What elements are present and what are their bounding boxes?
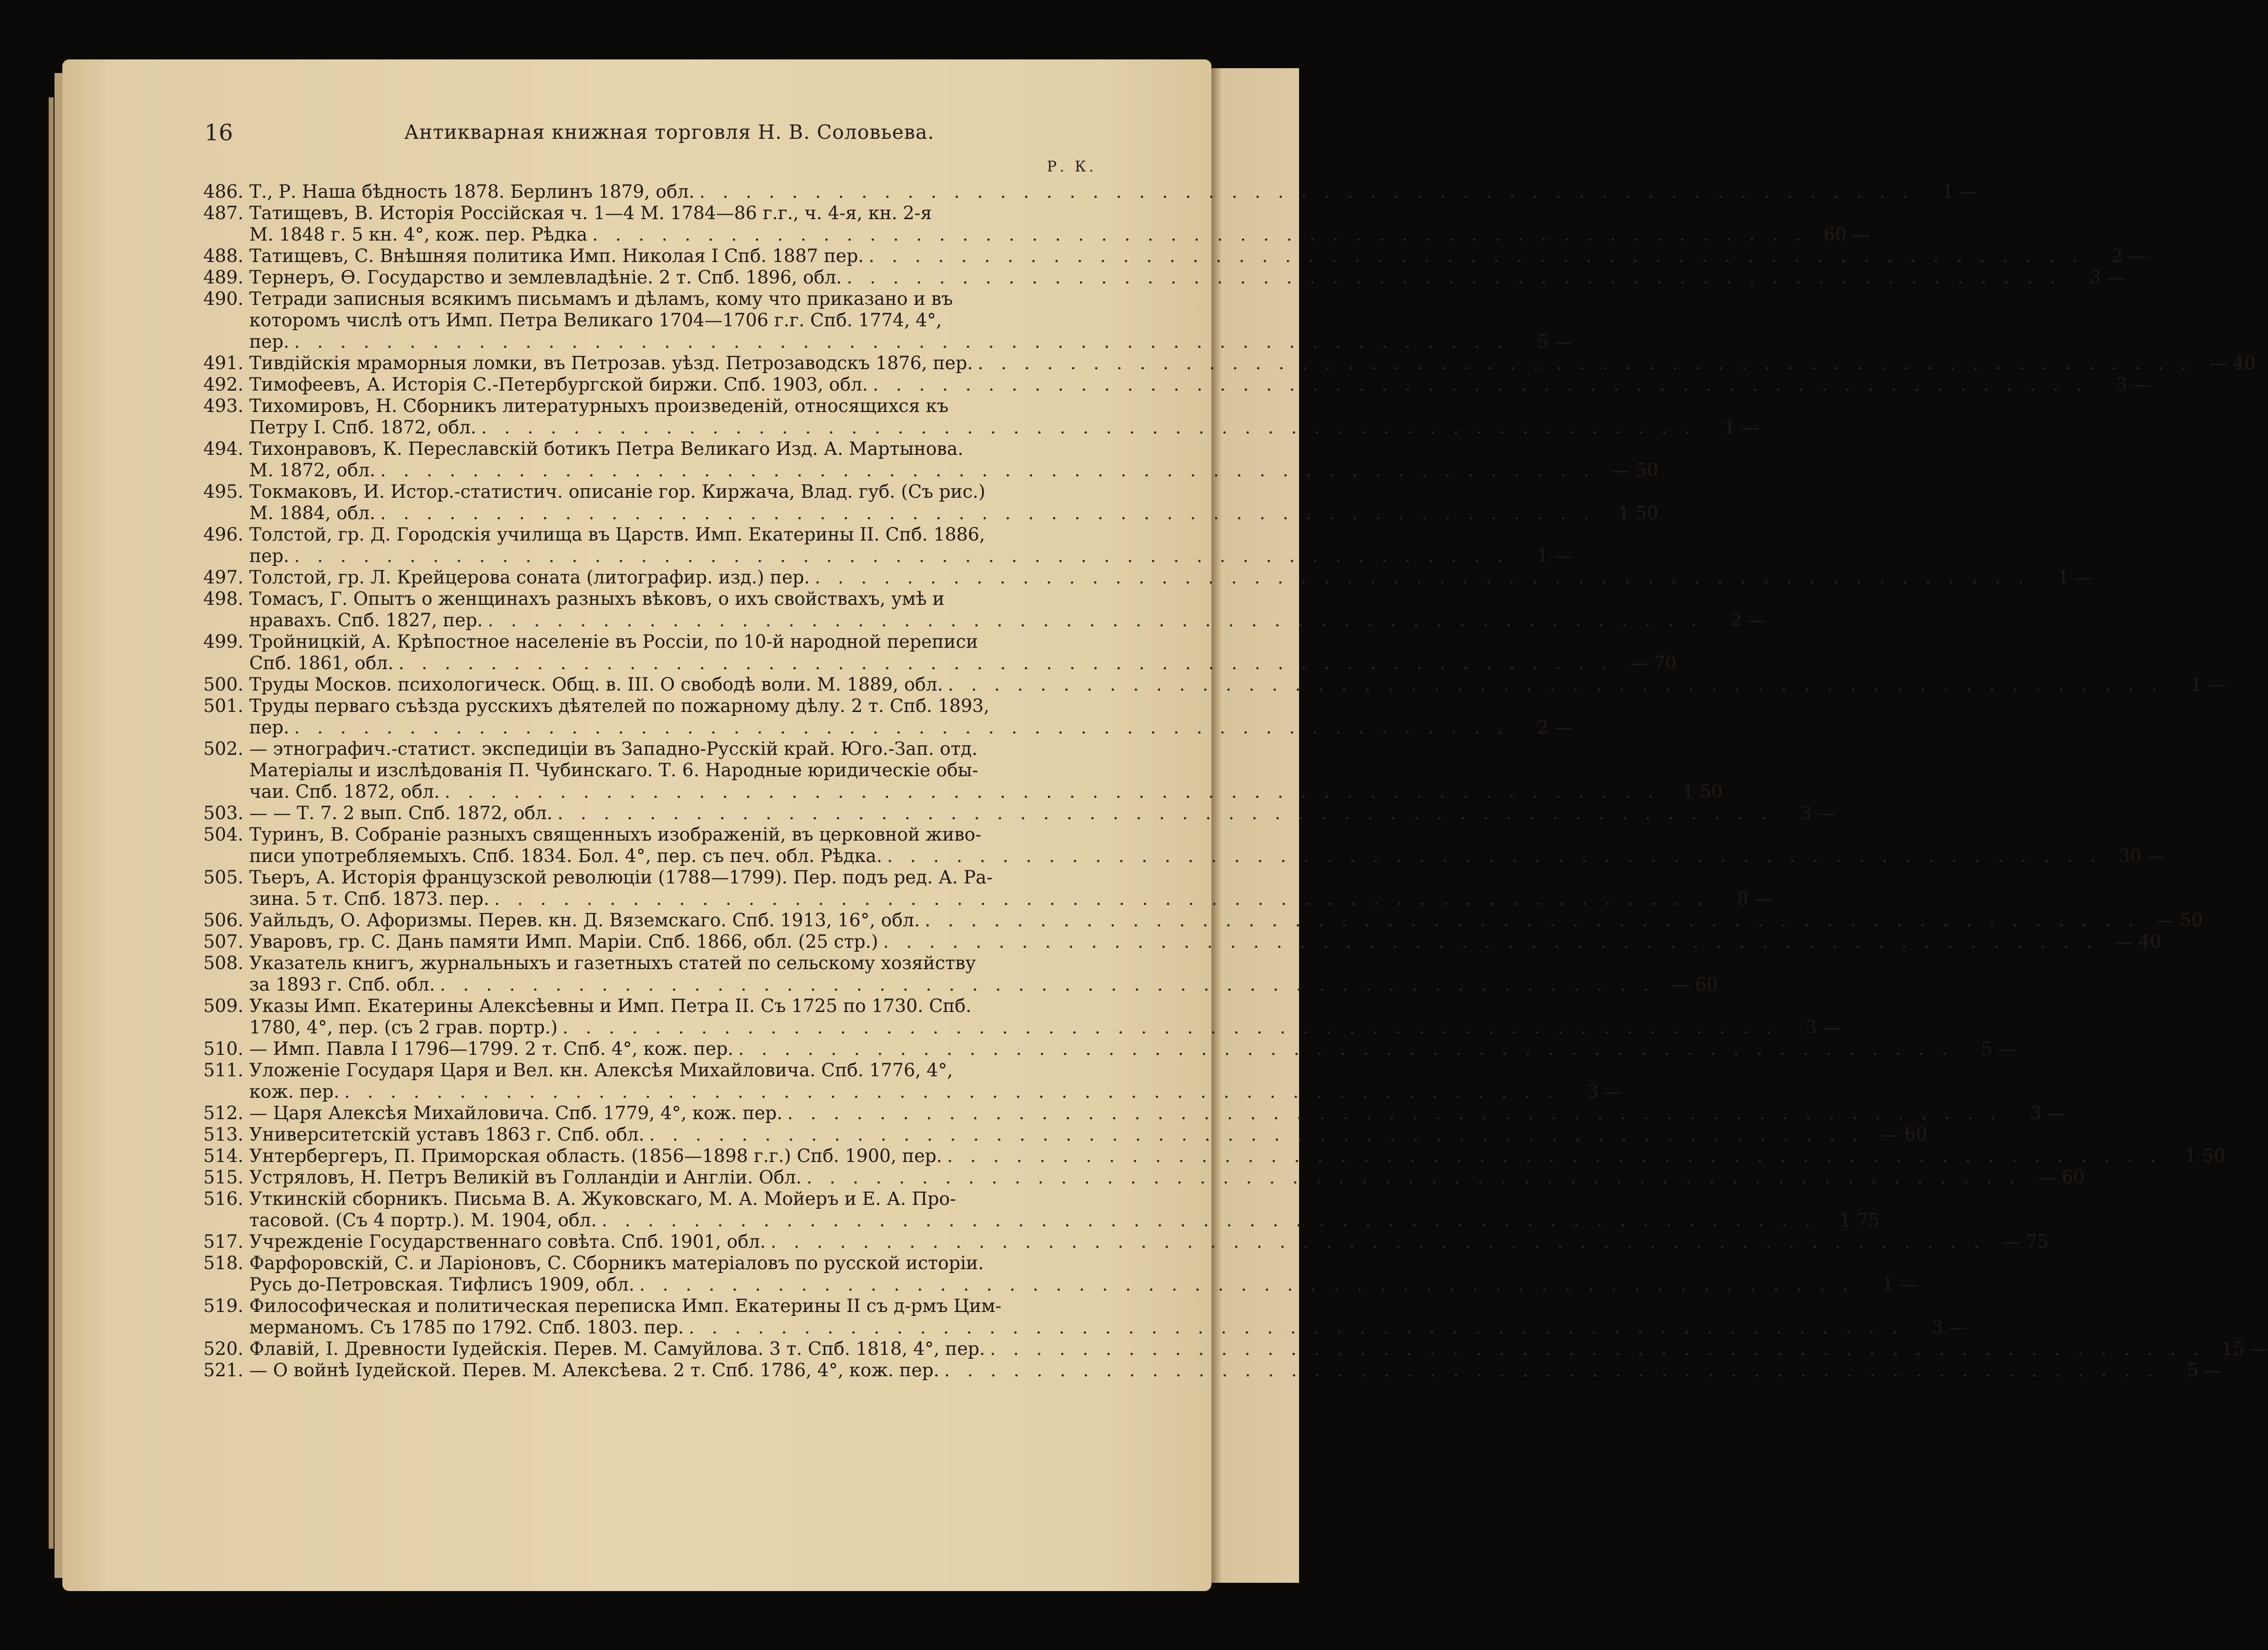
entry-text: Т., Р. Наша бѣдность 1878. Берлинъ 1879, обл. bbox=[249, 181, 695, 202]
entry-line bbox=[249, 310, 1572, 331]
entry-body bbox=[249, 1103, 2065, 1124]
catalog-entry bbox=[201, 1060, 1622, 1103]
entry-price: — 40 bbox=[2209, 353, 2256, 374]
entry-text: писи употребляемыхъ. Спб. 1834. Бол. 4°, пер. съ печ. обл. Рѣдка. bbox=[249, 845, 882, 866]
entry-line bbox=[249, 1103, 2065, 1124]
entry-text: Тетради записныя всякимъ письмамъ и дѣламъ, кому что приказано и въ bbox=[249, 288, 953, 309]
entry-text: которомъ числѣ отъ Имп. Петра Великаго 1704—1706 г.г. Спб. 1774, 4°, bbox=[249, 310, 942, 331]
entry-number: 486. bbox=[203, 181, 243, 202]
entry-number: 521. bbox=[203, 1360, 243, 1381]
entry-price: 30 — bbox=[2118, 845, 2165, 866]
entry-number: 499. bbox=[203, 631, 243, 652]
entry-line bbox=[249, 224, 1870, 245]
running-title: Антикварная книжная торговля Н. В. Соловьева. bbox=[404, 121, 934, 144]
entry-line bbox=[249, 1317, 1967, 1338]
entry-price: — 50 bbox=[1612, 460, 1658, 481]
entry-line bbox=[249, 781, 1723, 803]
page-header bbox=[204, 119, 1032, 149]
entry-line bbox=[249, 395, 1759, 417]
entry-line bbox=[249, 245, 2147, 267]
catalog-entry bbox=[201, 438, 1658, 481]
entry-body bbox=[249, 588, 1766, 631]
entry-line bbox=[249, 567, 2093, 588]
entry-line bbox=[249, 1060, 1622, 1081]
leader-dots: . . . . . . . . . . . . . . . . . . . . . . . . . . . . . . . . . . . . . . . . . . . . . . . . . . . . . bbox=[380, 503, 1595, 524]
entry-text: пер. bbox=[249, 717, 290, 738]
entry-price: 3 — bbox=[1587, 1081, 1622, 1102]
entry-number: 498. bbox=[203, 588, 243, 609]
entry-text: зина. 5 т. Спб. 1873. пер. bbox=[249, 888, 489, 909]
leader-dots: . . . . . . . . . . . . . . . . . . . . . . . . . . . . . . . . . . . . . . . . . . . . . . . . . . . . . bbox=[294, 331, 1509, 352]
page-edge-strip bbox=[49, 97, 54, 1549]
entry-body bbox=[249, 867, 1772, 910]
entry-number: 518. bbox=[203, 1253, 243, 1274]
catalog-entry bbox=[201, 695, 1572, 738]
entry-number: 500. bbox=[203, 674, 243, 695]
entry-body bbox=[249, 374, 2151, 395]
catalog-entry bbox=[201, 1295, 1967, 1338]
entry-line bbox=[249, 1274, 1917, 1295]
page-number: 16 bbox=[204, 119, 233, 146]
catalog-entry bbox=[201, 1188, 1880, 1231]
entry-line bbox=[249, 674, 2226, 695]
entry-text: Тройницкій, А. Крѣпостное населеніе въ Россіи, по 10-й народной переписи bbox=[249, 631, 978, 652]
catalog-entry bbox=[201, 910, 2203, 931]
entry-price: 1 — bbox=[1537, 545, 1572, 566]
entry-line bbox=[249, 288, 1572, 310]
entry-line bbox=[249, 1295, 1967, 1317]
entry-text: Петру I. Спб. 1872, обл. bbox=[249, 417, 477, 438]
entry-text: Тимофеевъ, А. Исторія С.-Петербургской биржи. Спб. 1903, обл. bbox=[249, 374, 868, 395]
entry-body bbox=[249, 567, 2093, 588]
entry-number: 487. bbox=[203, 203, 243, 224]
entry-text: Уложеніе Государя Царя и Вел. кн. Алексѣя Михайловича. Спб. 1776, 4°, bbox=[249, 1060, 953, 1081]
entry-number: 509. bbox=[203, 995, 243, 1016]
entry-number: 506. bbox=[203, 910, 243, 931]
entry-text: — этнографич.-статист. экспедиціи въ Западно-Русскій край. Юго.-Зап. отд. bbox=[249, 738, 978, 759]
leader-dots: . . . . . . . . . . . . . . . . . . . . . . . . . . . . . . . . . . . . . . . . . . . . . . . . . . . . . bbox=[294, 717, 1509, 738]
entry-text: пер. bbox=[249, 331, 290, 352]
entry-line bbox=[249, 1167, 2084, 1188]
entry-line bbox=[249, 1081, 1622, 1103]
entry-number: 495. bbox=[203, 481, 243, 502]
entry-line bbox=[249, 1231, 2049, 1253]
entry-text: — О войнѣ Іудейской. Перев. М. Алексѣева. 2 т. Спб. 1786, 4°, кож. пер. bbox=[249, 1360, 940, 1381]
entry-price: 5 — bbox=[2187, 1360, 2222, 1381]
leader-dots: . . . . . . . . . . . . . . . . . . . . . . . . . . . . . . . . . . . . . . . . . . . . . . . . . . . . . bbox=[873, 374, 2088, 395]
entry-line bbox=[249, 545, 1572, 567]
catalog-entry bbox=[201, 674, 2226, 695]
catalog-entry bbox=[201, 867, 1772, 910]
entry-price: 3 — bbox=[2089, 267, 2125, 288]
entry-body bbox=[249, 1060, 1622, 1103]
leader-dots: . . . . . . . . . . . . . . . . . . . . . . . . . . . . . . . . . . . . . . . . . . . . . . . . . . . . . bbox=[846, 267, 2062, 288]
catalog-entry bbox=[201, 395, 1760, 438]
leader-dots: . . . . . . . . . . . . . . . . . . . . . . . . . . . . . . . . . . . . . . . . . . . . . . . . . . . . . bbox=[947, 1145, 2162, 1166]
entry-price: 3 — bbox=[2116, 374, 2151, 395]
leader-dots: . . . . . . . . . . . . . . . . . . . . . . . . . . . . . . . . . . . . . . . . . . . . . . . . . . . . . bbox=[639, 1274, 1854, 1295]
entry-body bbox=[249, 267, 2125, 288]
entry-text: Татищевъ, В. Исторія Россійская ч. 1—4 М. 1784—86 г.г., ч. 4-я, кн. 2-я bbox=[249, 203, 932, 224]
leader-dots: . . . . . . . . . . . . . . . . . . . . . . . . . . . . . . . . . . . . . . . . . . . . . . . . . . . . . bbox=[883, 931, 2098, 952]
entry-line bbox=[249, 695, 1572, 717]
entry-price: 5 — bbox=[1537, 331, 1572, 352]
entry-price: 1 — bbox=[2057, 567, 2093, 588]
entry-line bbox=[249, 374, 2151, 395]
entry-line bbox=[249, 1360, 2222, 1381]
entry-body bbox=[249, 203, 1870, 245]
entry-number: 497. bbox=[203, 567, 243, 588]
entry-text: Учрежденіе Государственнаго совѣта. Спб. 1901, обл. bbox=[249, 1231, 766, 1252]
entry-text: нравахъ. Спб. 1827, пер. bbox=[249, 610, 483, 631]
leader-dots: . . . . . . . . . . . . . . . . . . . . . . . . . . . . . . . . . . . . . . . . . . . . . . . . . . . . . bbox=[887, 845, 2102, 866]
catalog-entry bbox=[201, 288, 1572, 353]
entry-body bbox=[249, 931, 2161, 953]
entry-line bbox=[249, 631, 1676, 653]
entry-text: М. 1884, обл. bbox=[249, 503, 375, 524]
entry-text: Матеріалы и изслѣдованія П. Чубинскаго. Т. 6. Народные юридическіе обы- bbox=[249, 760, 979, 781]
entry-number: 491. bbox=[203, 353, 243, 374]
entry-body bbox=[249, 631, 1676, 674]
entry-text: за 1893 г. Спб. обл. bbox=[249, 974, 435, 995]
entry-price: 5 — bbox=[1981, 1038, 2017, 1059]
leader-dots: . . . . . . . . . . . . . . . . . . . . . . . . . . . . . . . . . . . . . . . . . . . . . . . . . . . . . bbox=[444, 781, 1659, 802]
entry-body bbox=[249, 524, 1572, 567]
catalog-entry bbox=[201, 245, 2147, 267]
entry-text: Тернеръ, Ѳ. Государство и землевладѣніе. 2 т. Спб. 1896, обл. bbox=[249, 267, 842, 288]
entry-body bbox=[249, 481, 1658, 524]
entry-body bbox=[249, 1360, 2222, 1381]
entry-price: — 60 bbox=[1671, 974, 1718, 995]
entry-line bbox=[249, 717, 1572, 738]
catalog-entry bbox=[201, 738, 1723, 803]
catalog-entry bbox=[201, 588, 1766, 631]
catalog-entry bbox=[201, 803, 1836, 824]
entry-line bbox=[249, 503, 1658, 524]
entry-body bbox=[249, 288, 1572, 353]
entry-body bbox=[249, 1167, 2084, 1188]
entry-text: — — Т. 7. 2 вып. Спб. 1872, обл. bbox=[249, 803, 553, 824]
entry-body bbox=[249, 695, 1572, 738]
entry-line bbox=[249, 267, 2125, 288]
leader-dots: . . . . . . . . . . . . . . . . . . . . . . . . . . . . . . . . . . . . . . . . . . . . . . . . . . . . . bbox=[699, 181, 1915, 202]
entry-price: 2 — bbox=[2111, 245, 2147, 266]
entry-body bbox=[249, 438, 1658, 481]
catalog-entry bbox=[201, 995, 1841, 1038]
leader-dots: . . . . . . . . . . . . . . . . . . . . . . . . . . . . . . . . . . . . . . . . . . . . . . . . . . . . . bbox=[398, 653, 1614, 674]
entry-number: 514. bbox=[203, 1145, 243, 1166]
entry-text: Русь до-Петровская. Тифлисъ 1909, обл. bbox=[249, 1274, 635, 1295]
entry-number: 503. bbox=[203, 803, 243, 824]
entry-text: Татищевъ, С. Внѣшняя политика Имп. Николая I Спб. 1887 пер. bbox=[249, 245, 864, 266]
entry-number: 489. bbox=[203, 267, 243, 288]
entry-price: 8 — bbox=[1737, 888, 1772, 909]
catalog-entry bbox=[201, 1145, 2225, 1167]
entry-number: 502. bbox=[203, 738, 243, 759]
leader-dots: . . . . . . . . . . . . . . . . . . . . . . . . . . . . . . . . . . . . . . . . . . . . . . . . . . . . . bbox=[815, 567, 2030, 588]
entry-price: 3 — bbox=[1800, 803, 1836, 824]
entry-body bbox=[249, 395, 1759, 438]
catalog-entry bbox=[201, 203, 1871, 245]
catalog-entry bbox=[201, 953, 1718, 995]
entry-price: 1 50 bbox=[1618, 503, 1658, 524]
leader-dots: . . . . . . . . . . . . . . . . . . . . . . . . . . . . . . . . . . . . . . . . . . . . . . . . . . . . . bbox=[344, 1081, 1559, 1102]
catalog-entry bbox=[201, 267, 2125, 288]
entry-number: 490. bbox=[203, 288, 243, 309]
entry-price: 60 — bbox=[1823, 224, 1871, 245]
entry-body bbox=[249, 824, 2165, 867]
entry-line bbox=[249, 610, 1766, 631]
entry-text: Университетскій уставъ 1863 г. Спб. обл. bbox=[249, 1124, 645, 1145]
entry-price: — 75 bbox=[2002, 1231, 2049, 1252]
leader-dots: . . . . . . . . . . . . . . . . . . . . . . . . . . . . . . . . . . . . . . . . . . . . . . . . . . . . . bbox=[978, 353, 2193, 374]
price-column-header: Р. К. bbox=[1047, 158, 1097, 175]
catalog-entries bbox=[201, 181, 2268, 1381]
catalog-entry bbox=[201, 1231, 2049, 1253]
entry-body bbox=[249, 995, 1840, 1038]
entry-line bbox=[249, 910, 2203, 931]
entry-text: М. 1872, обл. bbox=[249, 460, 375, 481]
entry-text: Томасъ, Г. Опытъ о женщинахъ разныхъ вѣковъ, о ихъ свойствахъ, умѣ и bbox=[249, 588, 945, 609]
catalog-entry bbox=[201, 567, 2093, 588]
leader-dots: . . . . . . . . . . . . . . . . . . . . . . . . . . . . . . . . . . . . . . . . . . . . . . . . . . . . . bbox=[770, 1231, 1986, 1252]
entry-text: Спб. 1861, обл. bbox=[249, 653, 394, 674]
entry-text: Уайльдъ, О. Афоризмы. Перев. кн. Д. Вяземскаго. Спб. 1913, 16°, обл. bbox=[249, 910, 920, 931]
entry-body bbox=[249, 1188, 1880, 1231]
entry-line bbox=[249, 824, 2165, 845]
entry-line bbox=[249, 995, 1840, 1017]
catalog-entry bbox=[201, 181, 1978, 203]
leader-dots: . . . . . . . . . . . . . . . . . . . . . . . . . . . . . . . . . . . . . . . . . . . . . . . . . . . . . bbox=[738, 1038, 1953, 1059]
leader-dots: . . . . . . . . . . . . . . . . . . . . . . . . . . . . . . . . . . . . . . . . . . . . . . . . . . . . . bbox=[380, 460, 1595, 481]
entry-text: М. 1848 г. 5 кн. 4°, кож. пер. Рѣдка bbox=[249, 224, 588, 245]
entry-body bbox=[249, 181, 1977, 203]
entry-number: 519. bbox=[203, 1295, 243, 1316]
entry-number: 512. bbox=[203, 1103, 243, 1124]
entry-price: 2 — bbox=[1537, 717, 1572, 738]
entry-text: Указы Имп. Екатерины Алексѣевны и Имп. Петра II. Съ 1725 по 1730. Спб. bbox=[249, 995, 971, 1016]
leader-dots: . . . . . . . . . . . . . . . . . . . . . . . . . . . . . . . . . . . . . . . . . . . . . . . . . . . . . bbox=[557, 803, 1772, 824]
entry-number: 501. bbox=[203, 695, 243, 716]
entry-text: — Царя Алексѣя Михайловича. Спб. 1779, 4°, кож. пер. bbox=[249, 1103, 782, 1124]
entry-number: 517. bbox=[203, 1231, 243, 1252]
leader-dots: . . . . . . . . . . . . . . . . . . . . . . . . . . . . . . . . . . . . . . . . . . . . . . . . . . . . . bbox=[440, 974, 1655, 995]
entry-price: 3 — bbox=[2030, 1103, 2065, 1124]
entry-line bbox=[249, 353, 2256, 374]
leader-dots: . . . . . . . . . . . . . . . . . . . . . . . . . . . . . . . . . . . . . . . . . . . . . . . . . . . . . bbox=[601, 1210, 1817, 1231]
entry-number: 492. bbox=[203, 374, 243, 395]
entry-text: Уваровъ, гр. С. Дань памяти Имп. Маріи. Спб. 1866, обл. (25 стр.) bbox=[249, 931, 878, 952]
catalog-entry bbox=[201, 524, 1572, 567]
entry-price: — 50 bbox=[2156, 910, 2203, 931]
catalog-entry bbox=[201, 631, 1677, 674]
leader-dots: . . . . . . . . . . . . . . . . . . . . . . . . . . . . . . . . . . . . . . . . . . . . . . . . . . . . . bbox=[481, 417, 1696, 438]
leader-dots: . . . . . . . . . . . . . . . . . . . . . . . . . . . . . . . . . . . . . . . . . . . . . . . . . . . . . bbox=[294, 545, 1509, 566]
entry-text: Туринъ, В. Собраніе разныхъ священныхъ изображеній, въ церковной живо- bbox=[249, 824, 982, 845]
entry-line bbox=[249, 974, 1718, 995]
entry-price: 1 — bbox=[1942, 181, 1978, 202]
entry-text: чаи. Спб. 1872, обл. bbox=[249, 781, 440, 802]
entry-number: 496. bbox=[203, 524, 243, 545]
entry-line bbox=[249, 181, 1977, 203]
catalog-entry bbox=[201, 824, 2165, 867]
entry-text: тасовой. (Съ 4 портр.). М. 1904, обл. bbox=[249, 1210, 597, 1231]
entry-number: 513. bbox=[203, 1124, 243, 1145]
entry-line bbox=[249, 931, 2161, 953]
entry-line bbox=[249, 1145, 2225, 1167]
entry-number: 515. bbox=[203, 1167, 243, 1188]
entry-line bbox=[249, 1124, 1927, 1145]
leader-dots: . . . . . . . . . . . . . . . . . . . . . . . . . . . . . . . . . . . . . . . . . . . . . . . . . . . . . bbox=[562, 1017, 1778, 1038]
entry-body bbox=[249, 1145, 2225, 1167]
entry-line bbox=[249, 417, 1759, 438]
leader-dots: . . . . . . . . . . . . . . . . . . . . . . . . . . . . . . . . . . . . . . . . . . . . . . . . . . . . . bbox=[592, 224, 1807, 245]
catalog-entry bbox=[201, 1253, 1917, 1295]
entry-text: Фарфоровскій, С. и Ларіоновъ, С. Сборникъ матеріаловъ по русской исторіи. bbox=[249, 1253, 984, 1274]
catalog-entry bbox=[201, 1124, 1928, 1145]
entry-number: 511. bbox=[203, 1060, 243, 1081]
entry-number: 504. bbox=[203, 824, 243, 845]
entry-line bbox=[249, 1210, 1880, 1231]
entry-line bbox=[249, 460, 1658, 481]
entry-text: мерманомъ. Съ 1785 по 1792. Спб. 1803. пер. bbox=[249, 1317, 684, 1338]
entry-text: Токмаковъ, И. Истор.-статистич. описаніе гор. Киржача, Влад. губ. (Съ рис.) bbox=[249, 481, 985, 502]
entry-body bbox=[249, 910, 2203, 931]
entry-text: Труды перваго съѣзда русскихъ дѣятелей по пожарному дѣлу. 2 т. Спб. 1893, bbox=[249, 695, 990, 716]
catalog-entry bbox=[201, 1167, 2085, 1188]
leader-dots: . . . . . . . . . . . . . . . . . . . . . . . . . . . . . . . . . . . . . . . . . . . . . . . . . . . . . bbox=[787, 1103, 2002, 1124]
entry-text: Устряловъ, Н. Петръ Великій въ Голландіи и Англіи. Обл. bbox=[249, 1167, 802, 1188]
entry-number: 507. bbox=[203, 931, 243, 952]
entry-line bbox=[249, 653, 1676, 674]
entry-price: 15 — bbox=[2221, 1338, 2268, 1359]
entry-line bbox=[249, 845, 2165, 867]
entry-body bbox=[249, 1253, 1917, 1295]
entry-line bbox=[249, 738, 1723, 760]
entry-number: 510. bbox=[203, 1038, 243, 1059]
leader-dots: . . . . . . . . . . . . . . . . . . . . . . . . . . . . . . . . . . . . . . . . . . . . . . . . . . . . . bbox=[869, 245, 2083, 266]
entry-number: 494. bbox=[203, 438, 243, 459]
entry-line bbox=[249, 481, 1658, 503]
entry-line bbox=[249, 1188, 1880, 1210]
entry-body bbox=[249, 353, 2256, 374]
entry-price: 2 — bbox=[1730, 610, 1766, 631]
entry-line bbox=[249, 867, 1772, 888]
leader-dots: . . . . . . . . . . . . . . . . . . . . . . . . . . . . . . . . . . . . . . . . . . . . . . . . . . . . . bbox=[494, 888, 1709, 909]
entry-number: 488. bbox=[203, 245, 243, 266]
entry-text: Труды Москов. психологическ. Общ. в. III. О свободѣ воли. М. 1889, обл. bbox=[249, 674, 943, 695]
catalog-entry bbox=[201, 1103, 2065, 1124]
entry-line bbox=[249, 331, 1572, 353]
entry-number: 520. bbox=[203, 1338, 243, 1359]
entry-text: Уткинскій сборникъ. Письма В. А. Жуковскаго, М. А. Мойеръ и Е. А. Про- bbox=[249, 1188, 956, 1209]
catalog-entry bbox=[201, 931, 2161, 953]
entry-line bbox=[249, 1253, 1917, 1274]
entry-number: 516. bbox=[203, 1188, 243, 1209]
entry-body bbox=[249, 1124, 1927, 1145]
entry-price: 1 — bbox=[1724, 417, 1760, 438]
catalog-entry bbox=[201, 1360, 2222, 1381]
entry-line bbox=[249, 588, 1766, 610]
catalog-entry bbox=[201, 353, 2256, 374]
entry-body bbox=[249, 1231, 2049, 1253]
leader-dots: . . . . . . . . . . . . . . . . . . . . . . . . . . . . . . . . . . . . . . . . . . . . . . . . . . . . . bbox=[487, 610, 1703, 631]
entry-line bbox=[249, 1038, 2016, 1060]
entry-line bbox=[249, 524, 1572, 545]
entry-line bbox=[249, 1338, 2268, 1360]
entry-line bbox=[249, 438, 1658, 460]
entry-text: — Имп. Павла I 1796—1799. 2 т. Спб. 4°, кож. пер. bbox=[249, 1038, 734, 1059]
entry-line bbox=[249, 760, 1723, 781]
entry-text: Унтербергеръ, П. Приморская область. (1856—1898 г.г.) Спб. 1900, пер. bbox=[249, 1145, 942, 1166]
entry-number: 505. bbox=[203, 867, 243, 888]
entry-text: Тивдійскія мраморныя ломки, въ Петрозав. уѣзд. Петрозаводскъ 1876, пер. bbox=[249, 353, 973, 374]
entry-number: 493. bbox=[203, 395, 243, 416]
entry-line bbox=[249, 803, 1836, 824]
entry-body bbox=[249, 953, 1718, 995]
entry-line bbox=[249, 953, 1718, 974]
entry-text: Тьеръ, А. Исторія французской революціи (1788—1799). Пер. подъ ред. А. Ра- bbox=[249, 867, 993, 888]
entry-price: 1 — bbox=[2191, 674, 2226, 695]
entry-body bbox=[249, 738, 1723, 803]
leader-dots: . . . . . . . . . . . . . . . . . . . . . . . . . . . . . . . . . . . . . . . . . . . . . . . . . . . . . bbox=[944, 1360, 2159, 1381]
leader-dots: . . . . . . . . . . . . . . . . . . . . . . . . . . . . . . . . . . . . . . . . . . . . . . . . . . . . . bbox=[948, 674, 2163, 695]
entry-text: пер. bbox=[249, 545, 290, 566]
entry-body bbox=[249, 674, 2226, 695]
entry-price: 3 — bbox=[1805, 1017, 1841, 1038]
entry-price: — 60 bbox=[2038, 1167, 2085, 1188]
catalog-entry bbox=[201, 481, 1658, 524]
entry-text: Толстой, гр. Д. Городскія училища въ Царств. Имп. Екатерины II. Спб. 1886, bbox=[249, 524, 985, 545]
entry-text: 1780, 4°, пер. (съ 2 грав. портр.) bbox=[249, 1017, 558, 1038]
entry-price: 1 50 bbox=[2185, 1145, 2225, 1166]
catalog-entry bbox=[201, 1338, 2268, 1360]
entry-text: Указатель книгъ, журнальныхъ и газетныхъ статей по сельскому хозяйству bbox=[249, 953, 976, 974]
entry-line bbox=[249, 1017, 1840, 1038]
entry-body bbox=[249, 1338, 2268, 1360]
leader-dots: . . . . . . . . . . . . . . . . . . . . . . . . . . . . . . . . . . . . . . . . . . . . . . . . . . . . . bbox=[925, 910, 2140, 931]
entry-text: Флавій, І. Древности Іудейскія. Перев. М. Самуйлова. 3 т. Спб. 1818, 4°, пер. bbox=[249, 1338, 985, 1359]
entry-text: Философическая и политическая переписка Имп. Екатерины II съ д-рмъ Цим- bbox=[249, 1295, 1002, 1316]
entry-price: 3 — bbox=[1931, 1317, 1967, 1338]
entry-price: 1 50 bbox=[1682, 781, 1723, 802]
catalog-entry bbox=[201, 1038, 2017, 1060]
entry-price: — 70 bbox=[1630, 653, 1677, 674]
entry-body bbox=[249, 1038, 2016, 1060]
entry-line bbox=[249, 888, 1772, 910]
entry-text: Тихонравовъ, К. Переславскій ботикъ Петра Великаго Изд. А. Мартынова. bbox=[249, 438, 964, 459]
leader-dots: . . . . . . . . . . . . . . . . . . . . . . . . . . . . . . . . . . . . . . . . . . . . . . . . . . . . . bbox=[806, 1167, 2022, 1188]
leader-dots: . . . . . . . . . . . . . . . . . . . . . . . . . . . . . . . . . . . . . . . . . . . . . . . . . . . . . bbox=[649, 1124, 1864, 1145]
entry-line bbox=[249, 203, 1870, 224]
entry-price: 1 75 bbox=[1840, 1210, 1880, 1231]
entry-body bbox=[249, 245, 2147, 267]
entry-price: — 60 bbox=[1880, 1124, 1928, 1145]
entry-text: Тихомировъ, Н. Сборникъ литературныхъ произведеній, относящихся къ bbox=[249, 395, 949, 416]
leader-dots: . . . . . . . . . . . . . . . . . . . . . . . . . . . . . . . . . . . . . . . . . . . . . . . . . . . . . bbox=[990, 1338, 2205, 1359]
entry-number: 508. bbox=[203, 953, 243, 974]
entry-price: 1 — bbox=[1882, 1274, 1917, 1295]
entry-body bbox=[249, 1295, 1967, 1338]
entry-price: — 40 bbox=[2114, 931, 2161, 952]
catalog-entry bbox=[201, 374, 2151, 395]
entry-text: кож. пер. bbox=[249, 1081, 339, 1102]
entry-text: Толстой, гр. Л. Крейцерова соната (литографир. изд.) пер. bbox=[249, 567, 810, 588]
leader-dots: . . . . . . . . . . . . . . . . . . . . . . . . . . . . . . . . . . . . . . . . . . . . . . . . . . . . . bbox=[688, 1317, 1904, 1338]
entry-body bbox=[249, 803, 1836, 824]
